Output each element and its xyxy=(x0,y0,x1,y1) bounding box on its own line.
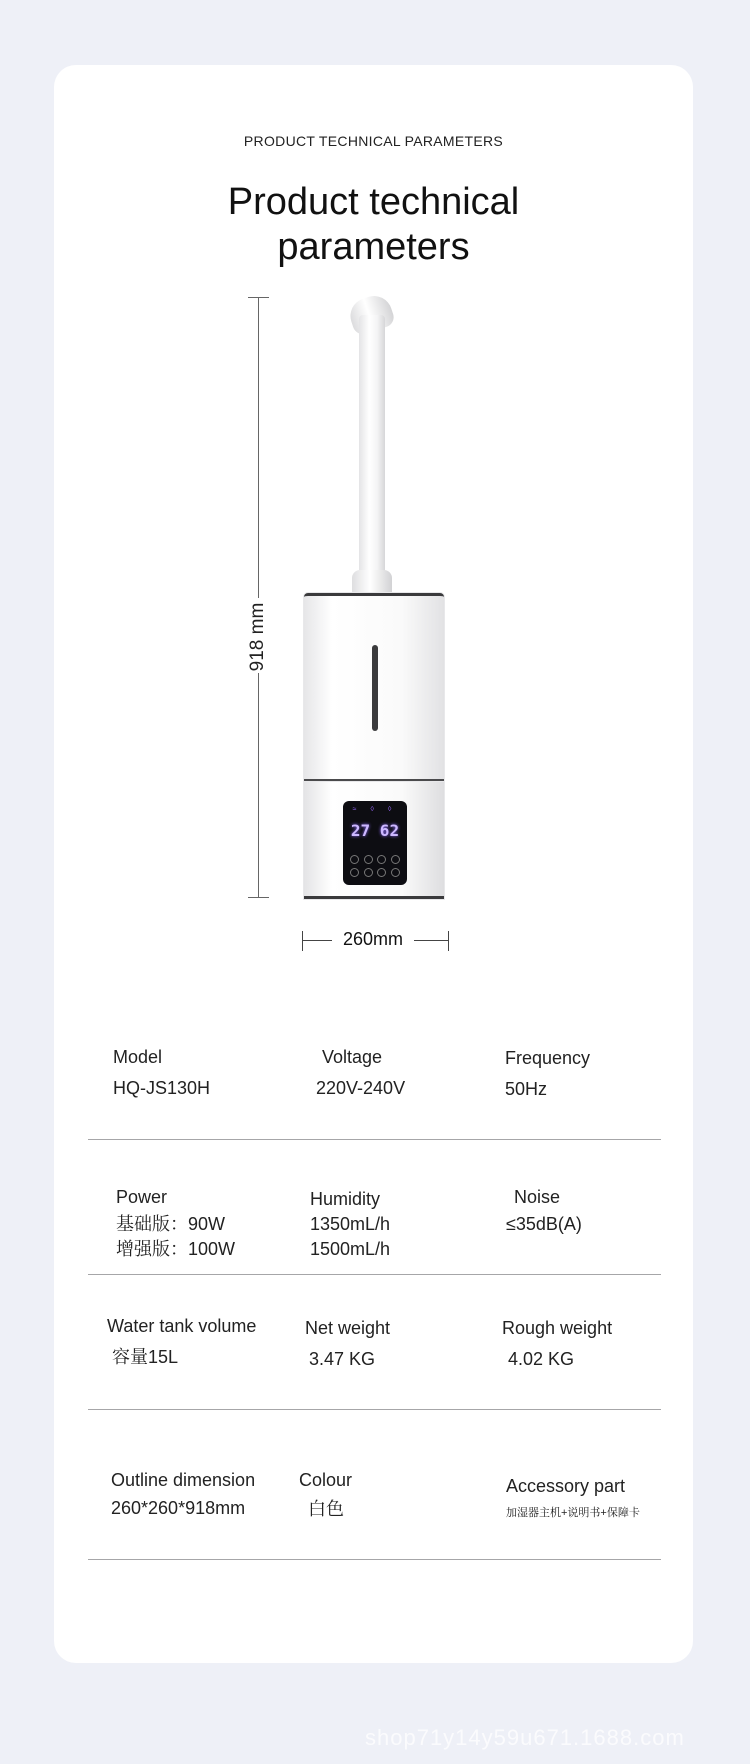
spec-frequency xyxy=(505,1047,590,1102)
spec-value: ≤35dB(A) xyxy=(506,1214,582,1234)
spec-value: 白色 xyxy=(308,1499,344,1519)
spec-value: 1350mL/h xyxy=(310,1214,391,1234)
panel-button-icon xyxy=(377,855,386,864)
panel-buttons xyxy=(349,853,401,879)
control-panel xyxy=(343,801,407,885)
spec-label: Power xyxy=(116,1187,168,1207)
height-dimension-label: 918 mm xyxy=(247,602,268,672)
spec-colour xyxy=(299,1469,352,1522)
spec-label: Voltage xyxy=(322,1047,383,1067)
row-divider xyxy=(88,1139,661,1140)
spec-tank-volume xyxy=(107,1315,256,1370)
spec-label: Colour xyxy=(299,1470,353,1490)
section-eyebrow: PRODUCT TECHNICAL PARAMETERS xyxy=(243,133,504,149)
spec-rough-weight xyxy=(502,1317,612,1372)
spec-label: Rough weight xyxy=(502,1318,613,1338)
panel-button-icon xyxy=(391,868,400,877)
panel-button-icon xyxy=(350,855,359,864)
panel-button-icon xyxy=(364,855,373,864)
row-divider xyxy=(88,1409,661,1410)
water-level-window xyxy=(372,645,378,731)
spec-voltage xyxy=(316,1046,405,1101)
panel-button-icon xyxy=(350,868,359,877)
spec-value: 50Hz xyxy=(505,1079,548,1099)
width-dim-cap-right xyxy=(448,931,449,951)
spec-outline-dimension xyxy=(111,1469,255,1521)
spec-label: Model xyxy=(113,1047,163,1067)
spec-value: 260*260*918mm xyxy=(111,1498,246,1518)
spec-label: Noise xyxy=(514,1187,561,1207)
title-line-1: Product technical xyxy=(227,181,520,223)
spec-label: Humidity xyxy=(310,1189,381,1209)
panel-button-icon xyxy=(364,868,373,877)
height-dim-cap-bottom xyxy=(248,897,269,898)
spec-label: Outline dimension xyxy=(111,1470,256,1490)
height-dim-line-lower xyxy=(258,673,259,898)
panel-button-icon xyxy=(391,855,400,864)
height-dim-line-upper xyxy=(258,297,259,598)
product-illustration xyxy=(54,65,693,965)
spec-humidity xyxy=(310,1188,390,1262)
spec-label: Water tank volume xyxy=(107,1316,257,1336)
spec-noise xyxy=(506,1186,582,1237)
spec-accessory-part xyxy=(506,1475,640,1520)
spec-label: Frequency xyxy=(505,1048,591,1068)
spec-model xyxy=(113,1046,210,1101)
spec-value: 1500mL/h xyxy=(310,1239,391,1259)
spec-value: HQ-JS130H xyxy=(113,1078,211,1098)
row-divider xyxy=(88,1559,661,1560)
spec-power xyxy=(116,1186,235,1262)
panel-status-icons: ≈ ◊ ◊ xyxy=(352,806,398,813)
mist-pipe xyxy=(359,315,385,577)
panel-button-icon xyxy=(377,868,386,877)
spec-card xyxy=(54,65,693,1663)
spec-net-weight xyxy=(305,1317,390,1372)
title-line-2: parameters xyxy=(277,226,470,268)
row-divider xyxy=(88,1274,661,1275)
panel-readout: 27 62 xyxy=(350,821,400,840)
width-dimension-label: 260mm xyxy=(332,929,414,950)
spec-value: 加湿器主机+说明书+保障卡 xyxy=(506,1507,640,1519)
spec-value: 基础版：90W xyxy=(116,1214,226,1234)
spec-value: 3.47 KG xyxy=(309,1349,376,1369)
width-dim-cap-left xyxy=(302,931,303,951)
spec-value: 容量15L xyxy=(112,1347,179,1367)
watermark: shop71y14y59u671.1688.com xyxy=(365,1725,685,1750)
spec-label: Net weight xyxy=(305,1318,391,1338)
spec-label: Accessory part xyxy=(506,1476,626,1496)
spec-value: 220V-240V xyxy=(316,1078,406,1098)
spec-value: 增强版：100W xyxy=(116,1239,236,1259)
spec-value: 4.02 KG xyxy=(508,1349,575,1369)
